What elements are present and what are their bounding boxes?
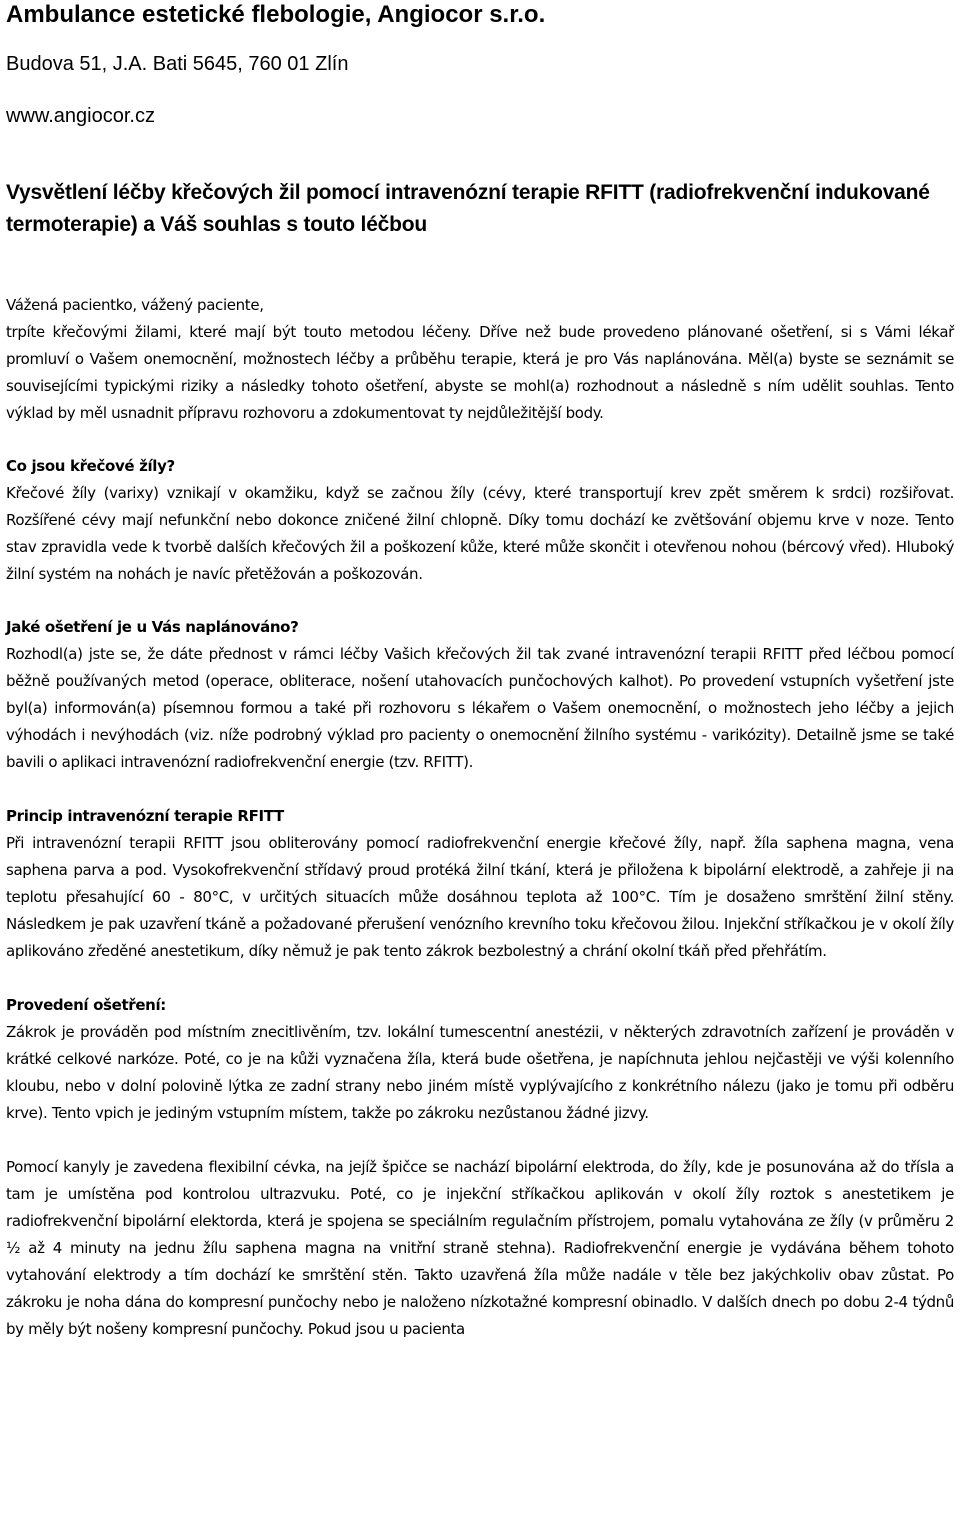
section-heading-rfitt-principle: Princip intravenózní terapie RFITT <box>6 807 284 825</box>
document-body <box>6 292 954 1343</box>
section-text-planned-treatment: Rozhodl(a) jste se, že dáte přednost v rámci léčby Vašich křečových žil tak zvané intravenózní terapii RFITT před léčbou pomocí běžně používaných metod (operace, obliterace, nošení utahovacích punčochových kalhot). Po provedení vstupních vyšetření jste byl(a) informován(a) písemnou formou a také při rozhovoru s lékařem o Vašem onemocnění, o možnostech jeho léčby a jejich výhodách i nevýhodách (viz. níže podrobný výklad pro pacienty o onemocnění žilního systému - varikózity). Detailně jsme se také bavili o aplikaci intravenózní radiofrekvenční energie (tzv. RFITT). <box>6 645 954 771</box>
section-text-procedure: Zákrok je prováděn pod místním znecitlivěním, tzv. lokální tumescentní anestézii, v některých zdravotních zařízení je prováděn v krátké celkové narkóze. Poté, co je na kůži vyznačena žíla, která bude ošetřena, je napíchnuta jehlou nejčastěji ve výši kolenního kloubu, nebo v dolní polovině lýtka ze zadní strany nebo jiném místě vyplývajícího z konkrétního nálezu (jako je tomu při odběru krve). Tento vpich je jediným vstupním místem, takže po zákroku nezůstanou žádné jizvy. <box>6 1023 954 1122</box>
clinic-name: Ambulance estetické flebologie, Angiocor s.r.o. <box>6 1 546 28</box>
section-heading-procedure: Provedení ošetření: <box>6 996 166 1014</box>
clinic-website: www.angiocor.cz <box>6 105 155 127</box>
section-text-varicose: Křečové žíly (varixy) vznikají v okamžiku, když se začnou žíly (cévy, které transportují krev zpět směrem k srdci) rozšiřovat. Rozšířené cévy mají nefunkční nebo dokonce zničené žilní chlopně. Díky tomu dochází ke zvětšování objemu krve v noze. Tento stav zpravidla vede k tvorbě dalších křečových žil a poškození kůže, které může skončit i otevřenou nohou (bércový vřed). Hluboký žilní systém na nohách je navíc přetěžován a poškozován. <box>6 484 954 583</box>
section-heading-varicose: Co jsou křečové žíly? <box>6 457 175 475</box>
document-title: Vysvětlení léčby křečových žil pomocí intravenózní terapie RFITT (radiofrekvenční indukované termoterapie) a Váš souhlas s touto léčbou <box>6 181 930 236</box>
section-text-rfitt-principle: Při intravenózní terapii RFITT jsou obliterovány pomocí radiofrekvenční energie křečové žíly, např. žíla saphena magna, vena saphena parva a pod. Vysokofrekvenční střídavý proud protéká žilní tkání, která je přiložena k bipolární elektrodě, a zahřeje ji na teplotu přesahující 60 - 80°C, v určitých situacích může dosáhnou teplota až 100°C. Tím je dosaženo smrštění žilní stěny. Následkem je pak uzavření tkáně a požadované přerušení venózního krevního toku křečovou žilou. Injekční stříkačkou je v okolí žíly aplikováno zředěné anestetikum, díky němuž je pak tento zákrok bezbolestný a chrání okolní tkáň před přehřátím. <box>6 834 954 960</box>
closing-paragraph: Pomocí kanyly je zavedena flexibilní cévka, na jejíž špičce se nachází bipolární elektroda, do žíly, kde je posunována až do třísla a tam je umístěna pod kontrolou ultrazvuku. Poté, co je injekční stříkačkou aplikován v okolí žíly roztok s anestetikem je radiofrekvenční bipolární elektorda, která je spojena se speciálním regulačním přístrojem, pomalu vytahována ze žíly (v průměru 2 ½ až 4 minuty na jednu žílu saphena magna na vnitřní straně stehna). Radiofrekvenční energie je vydávána během tohoto vytahování elektrody a tím dochází ke smrštění stěn. Takto uzavřená žíla může nadále v těle bez jakýchkoliv obav zůstat. Po zákroku je noha dána do kompresní punčochy nebo je naloženo nízkotažné kompresní obinadlo. V dalších dnech po dobu 2-4 týdnů by měly být nošeny kompresní punčochy. Pokud jsou u pacienta <box>6 1158 954 1338</box>
intro-paragraph: trpíte křečovými žilami, které mají být touto metodou léčeny. Dříve než bude provedeno plánované ošetření, si s Vámi lékař promluví o Vašem onemocnění, možnostech léčby a průběhu terapie, která je pro Vás naplánována. Měl(a) byste se seznámit se souvisejícími typickými riziky a následky tohoto ošetření, abyste se mohl(a) rozhodnout a následně s ním udělit souhlas. Tento výklad by měl usnadnit přípravu rozhovoru a zdokumentovat ty nejdůležitější body. <box>6 323 954 422</box>
salutation: Vážená pacientko, vážený paciente, <box>6 296 264 314</box>
clinic-address: Budova 51, J.A. Bati 5645, 760 01 Zlín <box>6 53 349 75</box>
section-heading-planned-treatment: Jaké ošetření je u Vás naplánováno? <box>6 618 299 636</box>
